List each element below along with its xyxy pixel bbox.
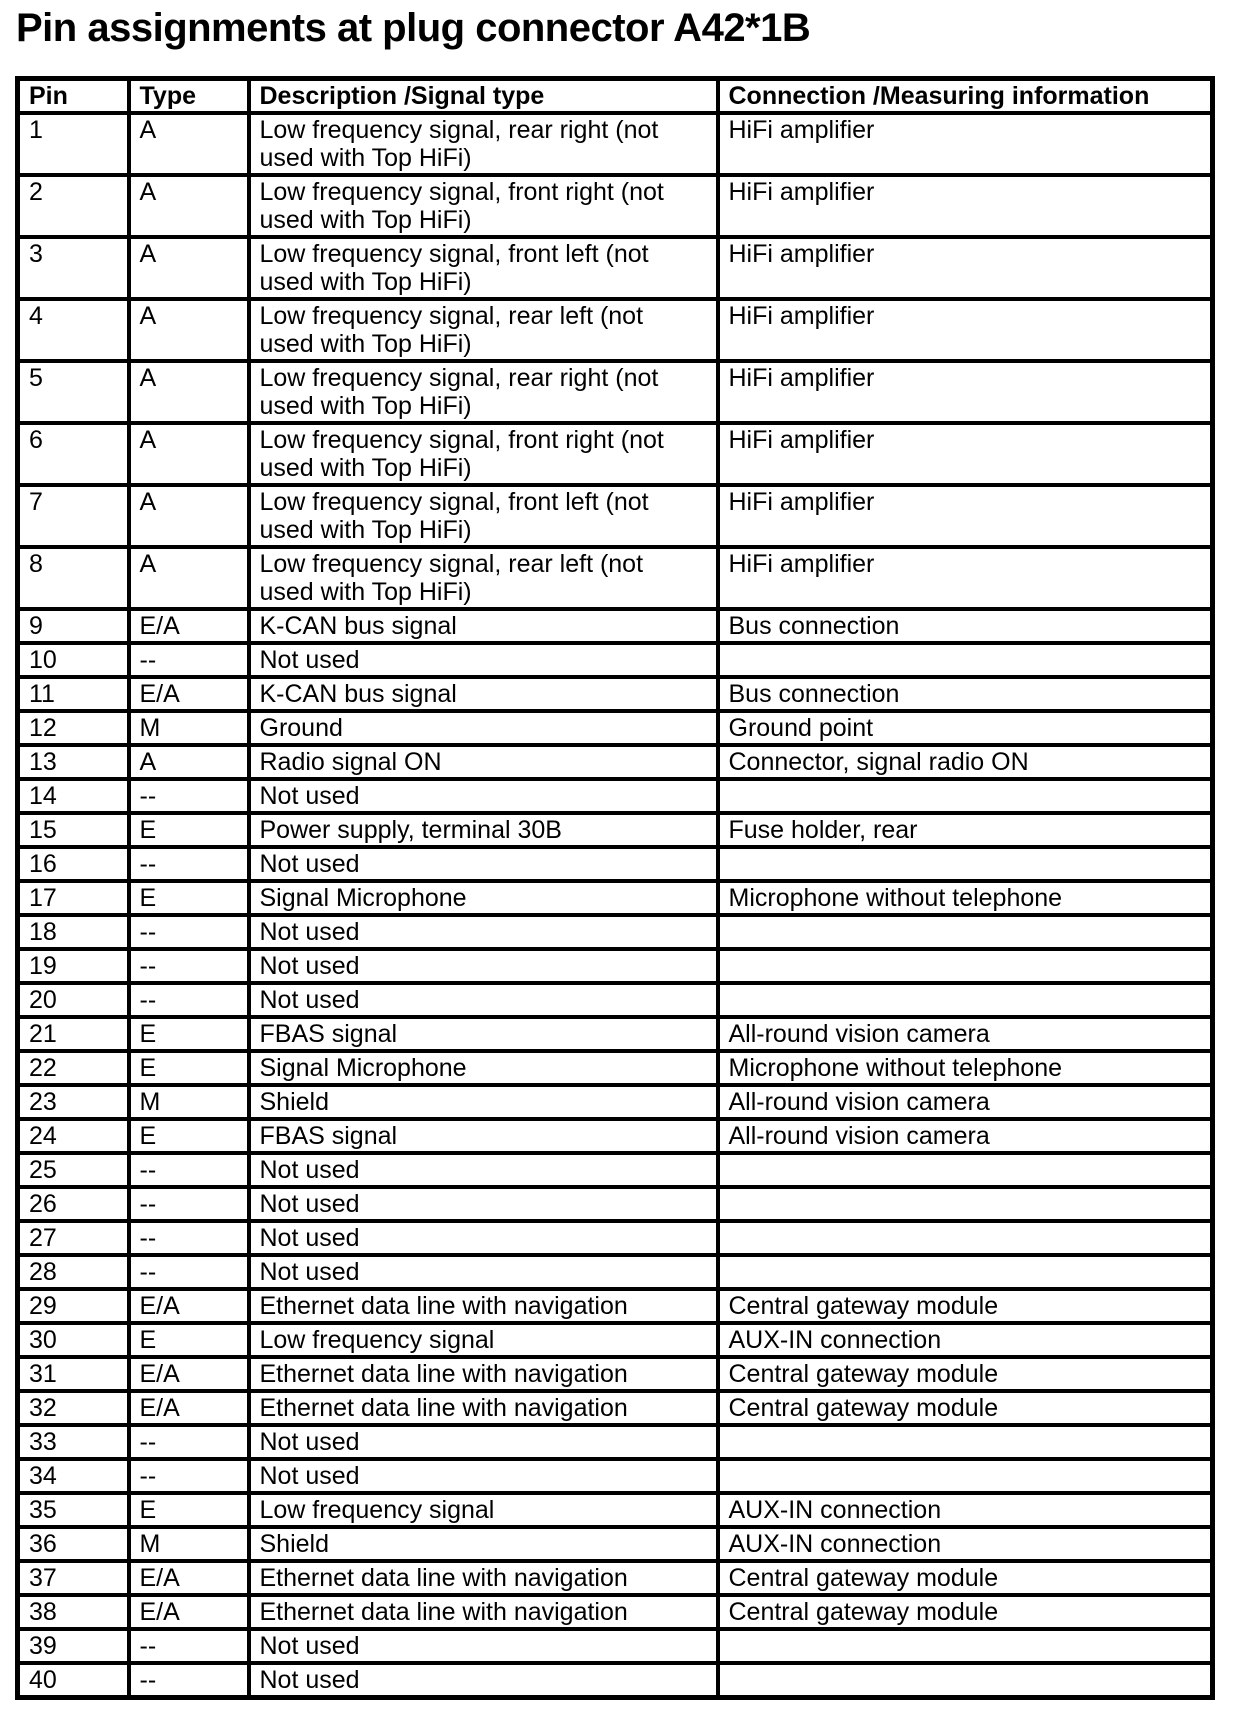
- cell-description: Low frequency signal, rear right (not used with Top HiFi): [249, 361, 718, 423]
- table-row: [18, 609, 1213, 643]
- table-row: [18, 485, 1213, 547]
- cell-connection: Central gateway module: [718, 1357, 1213, 1391]
- cell-connection: All-round vision camera: [718, 1085, 1213, 1119]
- cell-type: --: [129, 1187, 249, 1221]
- cell-description: Low frequency signal, front left (not used with Top HiFi): [249, 237, 718, 299]
- cell-type: E/A: [129, 609, 249, 643]
- cell-pin: 15: [18, 813, 129, 847]
- cell-pin: 10: [18, 643, 129, 677]
- table-row: [18, 1017, 1213, 1051]
- table-row: [18, 423, 1213, 485]
- cell-type: --: [129, 779, 249, 813]
- cell-connection: [718, 779, 1213, 813]
- cell-pin: 5: [18, 361, 129, 423]
- cell-description: Signal Microphone: [249, 1051, 718, 1085]
- cell-pin: 27: [18, 1221, 129, 1255]
- cell-pin: 19: [18, 949, 129, 983]
- cell-connection: Central gateway module: [718, 1561, 1213, 1595]
- cell-pin: 9: [18, 609, 129, 643]
- cell-connection: [718, 643, 1213, 677]
- cell-pin: 25: [18, 1153, 129, 1187]
- cell-description: Not used: [249, 847, 718, 881]
- cell-pin: 30: [18, 1323, 129, 1357]
- table-row: [18, 1493, 1213, 1527]
- cell-connection: [718, 1663, 1213, 1698]
- cell-connection: Ground point: [718, 711, 1213, 745]
- cell-description: Ethernet data line with navigation: [249, 1357, 718, 1391]
- cell-connection: HiFi amplifier: [718, 299, 1213, 361]
- cell-connection: Microphone without telephone: [718, 881, 1213, 915]
- table-row: [18, 1255, 1213, 1289]
- cell-description: Ground: [249, 711, 718, 745]
- cell-connection: [718, 983, 1213, 1017]
- cell-description: Not used: [249, 983, 718, 1017]
- cell-connection: Fuse holder, rear: [718, 813, 1213, 847]
- cell-type: M: [129, 1085, 249, 1119]
- cell-connection: HiFi amplifier: [718, 113, 1213, 175]
- cell-type: --: [129, 1663, 249, 1698]
- cell-type: M: [129, 1527, 249, 1561]
- cell-type: A: [129, 423, 249, 485]
- cell-type: A: [129, 299, 249, 361]
- table-row: [18, 847, 1213, 881]
- cell-type: --: [129, 1221, 249, 1255]
- cell-description: Not used: [249, 1255, 718, 1289]
- cell-connection: Connector, signal radio ON: [718, 745, 1213, 779]
- cell-connection: Bus connection: [718, 609, 1213, 643]
- table-row: [18, 677, 1213, 711]
- cell-type: --: [129, 1425, 249, 1459]
- cell-type: A: [129, 237, 249, 299]
- table-row: [18, 1561, 1213, 1595]
- cell-description: Not used: [249, 1187, 718, 1221]
- table-row: [18, 1595, 1213, 1629]
- cell-description: Not used: [249, 915, 718, 949]
- cell-description: Ethernet data line with navigation: [249, 1561, 718, 1595]
- page-title: Pin assignments at plug connector A42*1B: [16, 6, 811, 50]
- cell-type: E/A: [129, 677, 249, 711]
- cell-type: E/A: [129, 1595, 249, 1629]
- cell-pin: 16: [18, 847, 129, 881]
- cell-type: --: [129, 983, 249, 1017]
- cell-description: Not used: [249, 1153, 718, 1187]
- table-row: [18, 1221, 1213, 1255]
- cell-pin: 6: [18, 423, 129, 485]
- cell-pin: 31: [18, 1357, 129, 1391]
- cell-pin: 39: [18, 1629, 129, 1663]
- cell-description: Not used: [249, 779, 718, 813]
- cell-pin: 36: [18, 1527, 129, 1561]
- cell-connection: [718, 847, 1213, 881]
- cell-connection: HiFi amplifier: [718, 485, 1213, 547]
- table-row: [18, 1629, 1213, 1663]
- table-row: [18, 643, 1213, 677]
- cell-connection: HiFi amplifier: [718, 423, 1213, 485]
- cell-pin: 34: [18, 1459, 129, 1493]
- table-row: [18, 1119, 1213, 1153]
- table-row: [18, 779, 1213, 813]
- col-header-description: Description /Signal type: [249, 79, 718, 114]
- cell-pin: 35: [18, 1493, 129, 1527]
- cell-type: E/A: [129, 1289, 249, 1323]
- cell-connection: [718, 1255, 1213, 1289]
- cell-connection: Bus connection: [718, 677, 1213, 711]
- cell-description: Not used: [249, 1459, 718, 1493]
- cell-pin: 40: [18, 1663, 129, 1698]
- table-row: [18, 1187, 1213, 1221]
- cell-connection: HiFi amplifier: [718, 361, 1213, 423]
- cell-pin: 33: [18, 1425, 129, 1459]
- cell-description: Low frequency signal, rear right (not used with Top HiFi): [249, 113, 718, 175]
- cell-pin: 1: [18, 113, 129, 175]
- cell-description: Not used: [249, 1663, 718, 1698]
- table-row: [18, 881, 1213, 915]
- cell-description: Power supply, terminal 30B: [249, 813, 718, 847]
- cell-description: Radio signal ON: [249, 745, 718, 779]
- cell-type: A: [129, 113, 249, 175]
- cell-connection: [718, 915, 1213, 949]
- cell-type: A: [129, 745, 249, 779]
- cell-pin: 21: [18, 1017, 129, 1051]
- cell-description: Ethernet data line with navigation: [249, 1289, 718, 1323]
- table-row: [18, 1459, 1213, 1493]
- cell-type: --: [129, 847, 249, 881]
- cell-pin: 17: [18, 881, 129, 915]
- table-row: [18, 813, 1213, 847]
- col-header-connection: Connection /Measuring information: [718, 79, 1213, 114]
- cell-pin: 12: [18, 711, 129, 745]
- cell-description: Ethernet data line with navigation: [249, 1595, 718, 1629]
- cell-description: Ethernet data line with navigation: [249, 1391, 718, 1425]
- cell-description: Low frequency signal: [249, 1493, 718, 1527]
- cell-description: Low frequency signal, front right (not used with Top HiFi): [249, 175, 718, 237]
- cell-description: Not used: [249, 643, 718, 677]
- cell-description: Not used: [249, 1629, 718, 1663]
- cell-type: --: [129, 1459, 249, 1493]
- cell-type: A: [129, 361, 249, 423]
- cell-pin: 8: [18, 547, 129, 609]
- cell-description: Low frequency signal, front right (not used with Top HiFi): [249, 423, 718, 485]
- cell-type: A: [129, 547, 249, 609]
- cell-type: M: [129, 711, 249, 745]
- table-row: [18, 1391, 1213, 1425]
- cell-connection: [718, 1425, 1213, 1459]
- cell-connection: Central gateway module: [718, 1595, 1213, 1629]
- cell-pin: 29: [18, 1289, 129, 1323]
- cell-pin: 2: [18, 175, 129, 237]
- cell-pin: 18: [18, 915, 129, 949]
- cell-pin: 37: [18, 1561, 129, 1595]
- cell-description: Low frequency signal, front left (not used with Top HiFi): [249, 485, 718, 547]
- table-row: [18, 361, 1213, 423]
- cell-type: E: [129, 1493, 249, 1527]
- table-row: [18, 547, 1213, 609]
- cell-type: E: [129, 813, 249, 847]
- cell-connection: [718, 1153, 1213, 1187]
- cell-description: FBAS signal: [249, 1017, 718, 1051]
- cell-connection: [718, 1221, 1213, 1255]
- pin-assignment-table: [15, 76, 1215, 1700]
- cell-type: --: [129, 915, 249, 949]
- cell-description: Shield: [249, 1085, 718, 1119]
- cell-pin: 11: [18, 677, 129, 711]
- cell-pin: 20: [18, 983, 129, 1017]
- table-row: [18, 711, 1213, 745]
- table-row: [18, 175, 1213, 237]
- cell-pin: 4: [18, 299, 129, 361]
- cell-description: Low frequency signal, rear left (not used with Top HiFi): [249, 299, 718, 361]
- cell-description: K-CAN bus signal: [249, 677, 718, 711]
- cell-connection: HiFi amplifier: [718, 547, 1213, 609]
- cell-connection: [718, 1459, 1213, 1493]
- table-row: [18, 1289, 1213, 1323]
- cell-type: E/A: [129, 1561, 249, 1595]
- col-header-type: Type: [129, 79, 249, 114]
- cell-pin: 26: [18, 1187, 129, 1221]
- cell-connection: [718, 949, 1213, 983]
- table-row: [18, 1357, 1213, 1391]
- cell-type: E: [129, 881, 249, 915]
- cell-connection: AUX-IN connection: [718, 1527, 1213, 1561]
- table-row: [18, 983, 1213, 1017]
- cell-type: --: [129, 949, 249, 983]
- cell-connection: Microphone without telephone: [718, 1051, 1213, 1085]
- table-row: [18, 1323, 1213, 1357]
- table-row: [18, 299, 1213, 361]
- cell-type: A: [129, 175, 249, 237]
- cell-connection: All-round vision camera: [718, 1017, 1213, 1051]
- cell-type: E: [129, 1323, 249, 1357]
- table-row: [18, 113, 1213, 175]
- cell-pin: 14: [18, 779, 129, 813]
- table-row: [18, 1527, 1213, 1561]
- cell-type: E/A: [129, 1391, 249, 1425]
- cell-type: E: [129, 1119, 249, 1153]
- cell-type: E: [129, 1051, 249, 1085]
- cell-pin: 24: [18, 1119, 129, 1153]
- cell-description: Low frequency signal, rear left (not used with Top HiFi): [249, 547, 718, 609]
- cell-type: --: [129, 1629, 249, 1663]
- cell-pin: 23: [18, 1085, 129, 1119]
- table-row: [18, 1153, 1213, 1187]
- cell-pin: 22: [18, 1051, 129, 1085]
- table-header: [18, 79, 1213, 114]
- cell-connection: Central gateway module: [718, 1391, 1213, 1425]
- cell-type: E: [129, 1017, 249, 1051]
- cell-connection: HiFi amplifier: [718, 237, 1213, 299]
- cell-pin: 7: [18, 485, 129, 547]
- cell-description: FBAS signal: [249, 1119, 718, 1153]
- cell-description: Not used: [249, 1221, 718, 1255]
- cell-description: Low frequency signal: [249, 1323, 718, 1357]
- cell-connection: AUX-IN connection: [718, 1493, 1213, 1527]
- cell-pin: 38: [18, 1595, 129, 1629]
- cell-pin: 28: [18, 1255, 129, 1289]
- cell-description: Shield: [249, 1527, 718, 1561]
- table-row: [18, 237, 1213, 299]
- cell-pin: 13: [18, 745, 129, 779]
- table-body: [18, 113, 1213, 1698]
- cell-connection: HiFi amplifier: [718, 175, 1213, 237]
- table-row: [18, 1425, 1213, 1459]
- cell-pin: 32: [18, 1391, 129, 1425]
- cell-connection: [718, 1187, 1213, 1221]
- table-row: [18, 1085, 1213, 1119]
- cell-type: A: [129, 485, 249, 547]
- table-row: [18, 915, 1213, 949]
- table-row: [18, 745, 1213, 779]
- cell-connection: All-round vision camera: [718, 1119, 1213, 1153]
- cell-description: K-CAN bus signal: [249, 609, 718, 643]
- cell-connection: AUX-IN connection: [718, 1323, 1213, 1357]
- cell-type: --: [129, 1153, 249, 1187]
- cell-connection: [718, 1629, 1213, 1663]
- cell-description: Not used: [249, 949, 718, 983]
- cell-description: Signal Microphone: [249, 881, 718, 915]
- table-header-row: [18, 79, 1213, 114]
- table-row: [18, 1663, 1213, 1698]
- table-row: [18, 949, 1213, 983]
- cell-description: Not used: [249, 1425, 718, 1459]
- table-row: [18, 1051, 1213, 1085]
- cell-type: E/A: [129, 1357, 249, 1391]
- col-header-pin: Pin: [18, 79, 129, 114]
- cell-pin: 3: [18, 237, 129, 299]
- cell-connection: Central gateway module: [718, 1289, 1213, 1323]
- cell-type: --: [129, 1255, 249, 1289]
- cell-type: --: [129, 643, 249, 677]
